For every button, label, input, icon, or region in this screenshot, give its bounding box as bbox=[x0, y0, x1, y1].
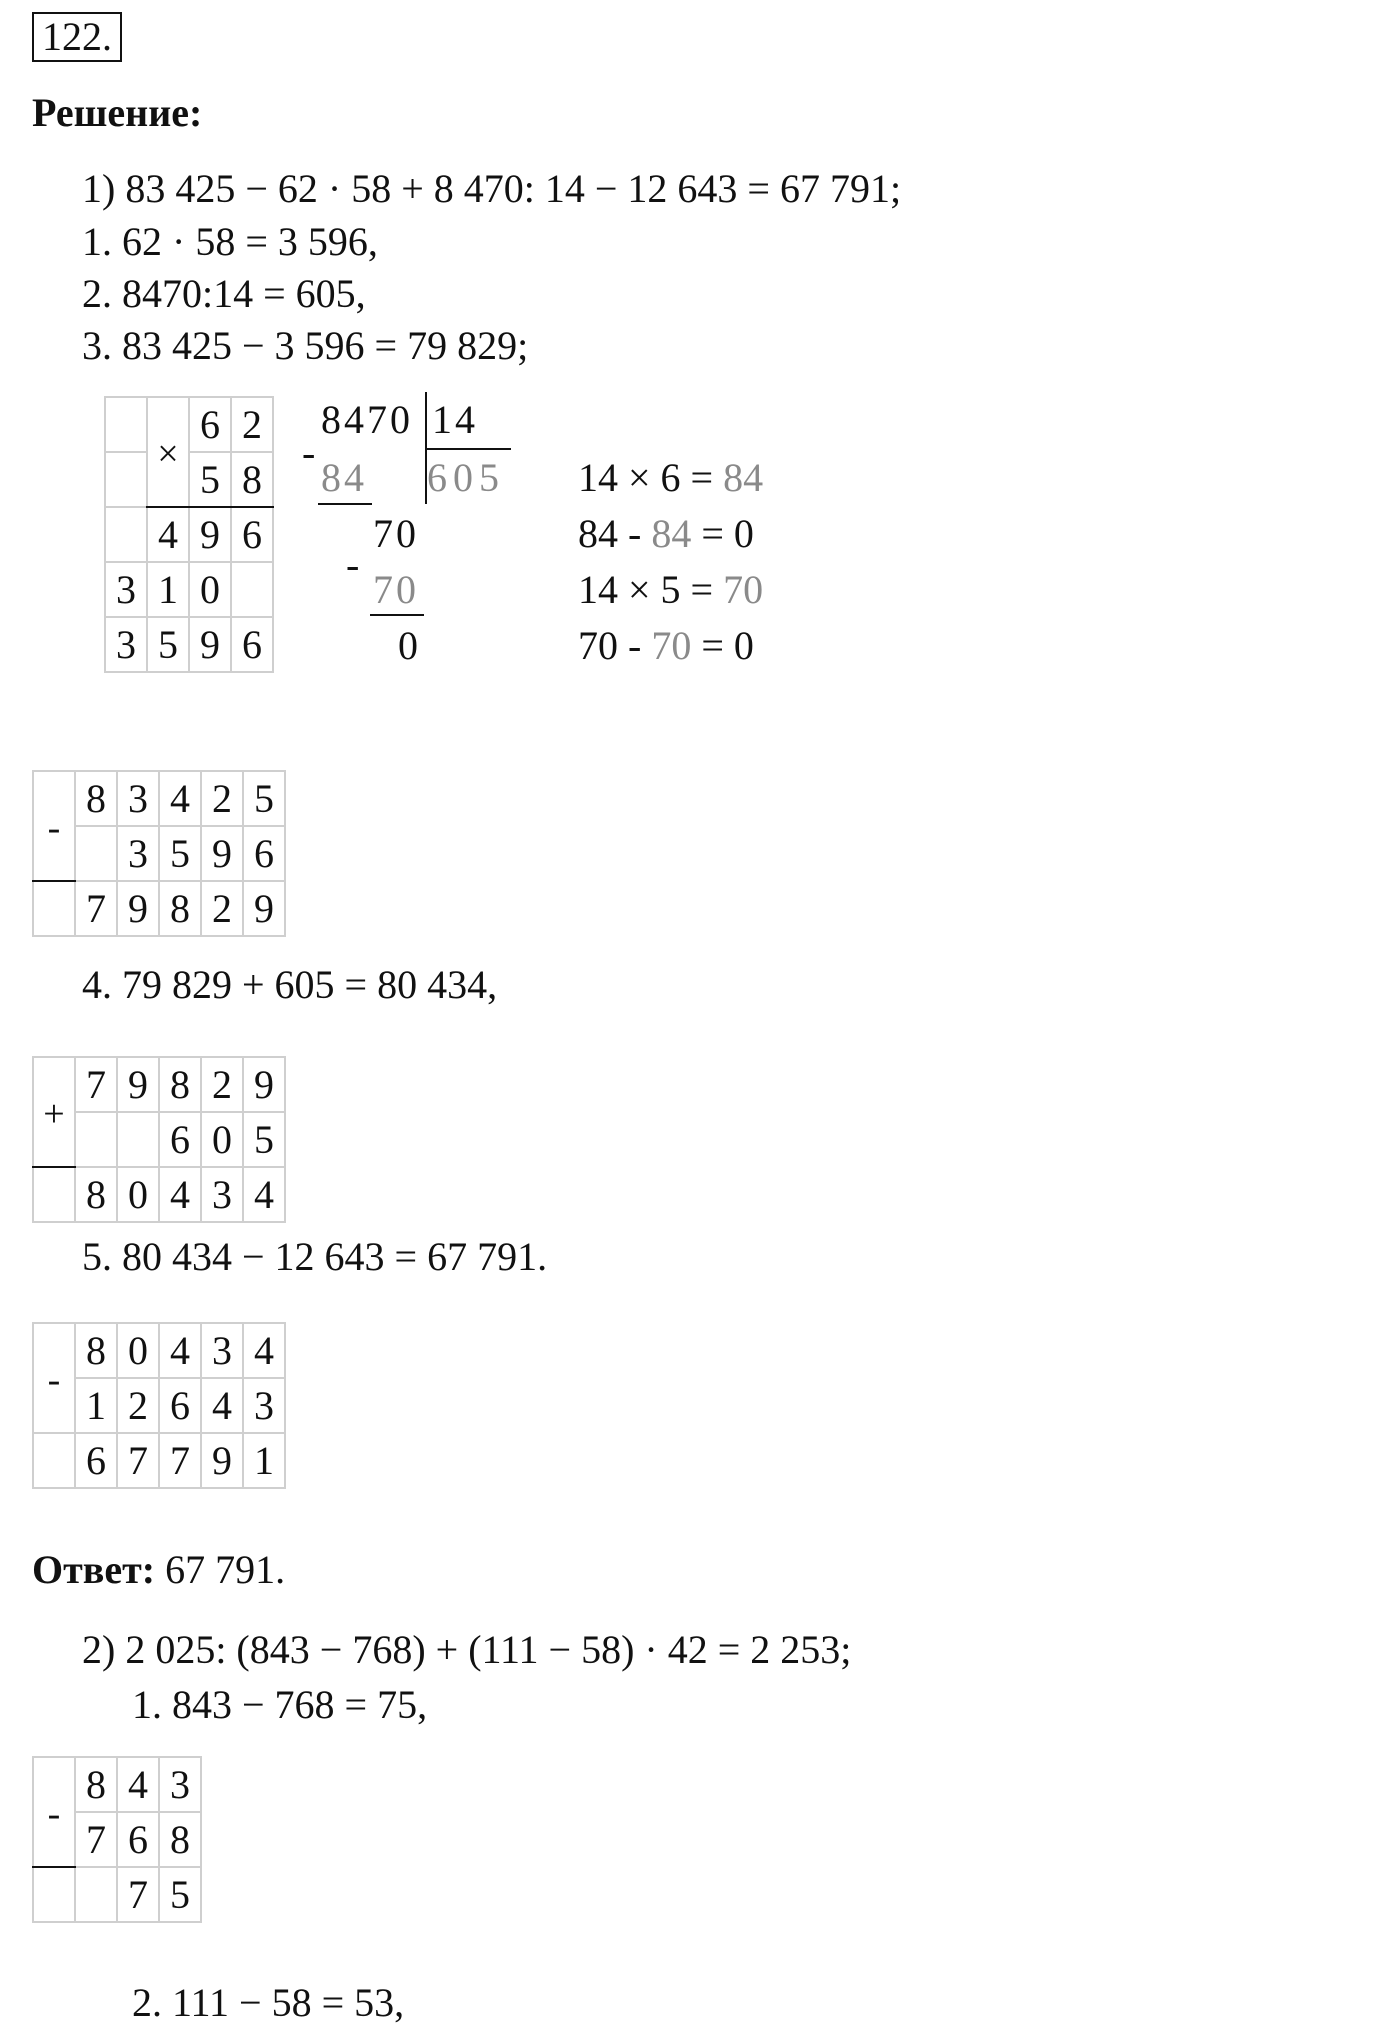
multiplication-column bbox=[104, 396, 274, 673]
digit-cell: 5 bbox=[243, 771, 285, 826]
part1-step-4: 4. 79 829 + 605 = 80 434, bbox=[82, 962, 498, 1007]
digit-cell: 6 bbox=[117, 1812, 159, 1867]
digit-cell: 8 bbox=[75, 771, 117, 826]
subtraction-column-3 bbox=[32, 1756, 202, 1923]
division-underline-2 bbox=[370, 614, 424, 616]
digit-cell bbox=[75, 1867, 117, 1922]
digit-cell bbox=[33, 1867, 75, 1922]
mult-cell bbox=[105, 507, 147, 562]
mult-cell: 6 bbox=[189, 397, 231, 452]
check-line-2: 84 - 84 = 0 bbox=[578, 511, 754, 556]
mult-cell: 6 bbox=[231, 507, 273, 562]
digit-cell: 9 bbox=[243, 1057, 285, 1112]
check-line-1: 14 × 6 = 84 bbox=[578, 455, 764, 500]
mult-cell bbox=[231, 562, 273, 617]
digit-cell: 5 bbox=[159, 1867, 201, 1922]
digit-cell: 8 bbox=[159, 881, 201, 936]
division-minus-2: - bbox=[346, 542, 360, 587]
mult-cell: 3 bbox=[105, 562, 147, 617]
part2-expression: 2) 2 025: (843 − 768) + (111 − 58) · 42 = 2 253; bbox=[82, 1627, 852, 1672]
digit-cell: 8 bbox=[75, 1323, 117, 1378]
digit-cell: 6 bbox=[75, 1433, 117, 1488]
check-line-3: 14 × 5 = 70 bbox=[578, 567, 764, 612]
digit-cell: 7 bbox=[75, 1057, 117, 1112]
answer-label: Ответ: bbox=[32, 1547, 156, 1592]
digit-cell bbox=[33, 1433, 75, 1488]
digit-cell: 5 bbox=[159, 826, 201, 881]
answer-line bbox=[32, 1547, 285, 1593]
division-remainder-1: 70 bbox=[373, 511, 419, 556]
mult-cell: 5 bbox=[189, 452, 231, 507]
subtraction-column-2 bbox=[32, 1322, 286, 1489]
digit-cell: 9 bbox=[201, 1433, 243, 1488]
check-line-4: 70 - 70 = 0 bbox=[578, 623, 754, 668]
digit-cell: 4 bbox=[243, 1167, 285, 1222]
digit-cell: 5 bbox=[243, 1112, 285, 1167]
mult-cell: 9 bbox=[189, 617, 231, 672]
minus-sign: - bbox=[33, 771, 75, 881]
digit-cell: 2 bbox=[117, 1378, 159, 1433]
digit-cell bbox=[33, 881, 75, 936]
digit-cell bbox=[117, 1112, 159, 1167]
digit-cell: 4 bbox=[243, 1323, 285, 1378]
division-dividend: 8470 bbox=[321, 397, 413, 442]
digit-cell: 0 bbox=[201, 1112, 243, 1167]
digit-cell: 9 bbox=[201, 826, 243, 881]
part2-step-1: 1. 843 − 768 = 75, bbox=[132, 1682, 428, 1727]
plus-sign: + bbox=[33, 1057, 75, 1167]
mult-cell: 4 bbox=[147, 507, 189, 562]
answer-value: 67 791. bbox=[155, 1547, 286, 1592]
digit-cell: 9 bbox=[243, 881, 285, 936]
addition-column bbox=[32, 1056, 286, 1223]
digit-cell: 9 bbox=[117, 881, 159, 936]
digit-cell: 7 bbox=[117, 1433, 159, 1488]
multiply-sign: × bbox=[147, 397, 189, 507]
digit-cell bbox=[75, 1112, 117, 1167]
digit-cell: 1 bbox=[75, 1378, 117, 1433]
division-final-remainder: 0 bbox=[398, 623, 418, 668]
digit-cell: 9 bbox=[117, 1057, 159, 1112]
digit-cell: 8 bbox=[159, 1812, 201, 1867]
division-divisor: 14 bbox=[432, 397, 478, 442]
digit-cell: 2 bbox=[201, 881, 243, 936]
minus-sign: - bbox=[33, 1323, 75, 1433]
digit-cell bbox=[33, 1167, 75, 1222]
digit-cell: 3 bbox=[117, 771, 159, 826]
mult-cell: 6 bbox=[231, 617, 273, 672]
digit-cell: 3 bbox=[159, 1757, 201, 1812]
part1-step-5: 5. 80 434 − 12 643 = 67 791. bbox=[82, 1234, 548, 1279]
division-quotient: 605 bbox=[427, 455, 505, 500]
division-subtrahend-2: 70 bbox=[373, 567, 419, 612]
digit-cell: 8 bbox=[75, 1167, 117, 1222]
digit-cell: 8 bbox=[159, 1057, 201, 1112]
digit-cell: 4 bbox=[201, 1378, 243, 1433]
digit-cell: 0 bbox=[117, 1167, 159, 1222]
mult-cell: 3 bbox=[105, 617, 147, 672]
digit-cell: 3 bbox=[201, 1323, 243, 1378]
part1-step-3: 3. 83 425 − 3 596 = 79 829; bbox=[82, 323, 529, 368]
digit-cell: 7 bbox=[159, 1433, 201, 1488]
part1-step-1: 1. 62 · 58 = 3 596, bbox=[82, 219, 378, 264]
subtraction-column-1 bbox=[32, 770, 286, 937]
digit-cell: 3 bbox=[117, 826, 159, 881]
solution-heading: Решение: bbox=[32, 90, 203, 135]
part2-step-2: 2. 111 − 58 = 53, bbox=[132, 1980, 405, 2025]
digit-cell: 6 bbox=[159, 1112, 201, 1167]
mult-cell bbox=[105, 452, 147, 507]
digit-cell: 8 bbox=[75, 1757, 117, 1812]
division-underline-1 bbox=[318, 503, 372, 505]
problem-number: 122. bbox=[32, 12, 122, 62]
digit-cell: 6 bbox=[243, 826, 285, 881]
division-subtrahend-1: 84 bbox=[321, 455, 367, 500]
division-minus-1: - bbox=[302, 430, 316, 475]
part1-expression: 1) 83 425 − 62 · 58 + 8 470: 14 − 12 643 = 67 791; bbox=[82, 166, 902, 211]
digit-cell: 4 bbox=[159, 1167, 201, 1222]
digit-cell: 7 bbox=[117, 1867, 159, 1922]
mult-cell: 0 bbox=[189, 562, 231, 617]
mult-cell: 9 bbox=[189, 507, 231, 562]
digit-cell: 7 bbox=[75, 881, 117, 936]
digit-cell: 4 bbox=[117, 1757, 159, 1812]
minus-sign: - bbox=[33, 1757, 75, 1867]
mult-cell: 8 bbox=[231, 452, 273, 507]
part1-step-2: 2. 8470:14 = 605, bbox=[82, 271, 366, 316]
mult-cell: 2 bbox=[231, 397, 273, 452]
digit-cell: 7 bbox=[75, 1812, 117, 1867]
digit-cell: 1 bbox=[243, 1433, 285, 1488]
digit-cell: 4 bbox=[159, 771, 201, 826]
mult-cell: 1 bbox=[147, 562, 189, 617]
digit-cell: 2 bbox=[201, 771, 243, 826]
digit-cell bbox=[75, 826, 117, 881]
mult-cell: 5 bbox=[147, 617, 189, 672]
digit-cell: 6 bbox=[159, 1378, 201, 1433]
division-horizontal-bar bbox=[425, 448, 511, 450]
digit-cell: 3 bbox=[201, 1167, 243, 1222]
digit-cell: 0 bbox=[117, 1323, 159, 1378]
digit-cell: 4 bbox=[159, 1323, 201, 1378]
digit-cell: 3 bbox=[243, 1378, 285, 1433]
mult-cell bbox=[105, 397, 147, 452]
digit-cell: 2 bbox=[201, 1057, 243, 1112]
